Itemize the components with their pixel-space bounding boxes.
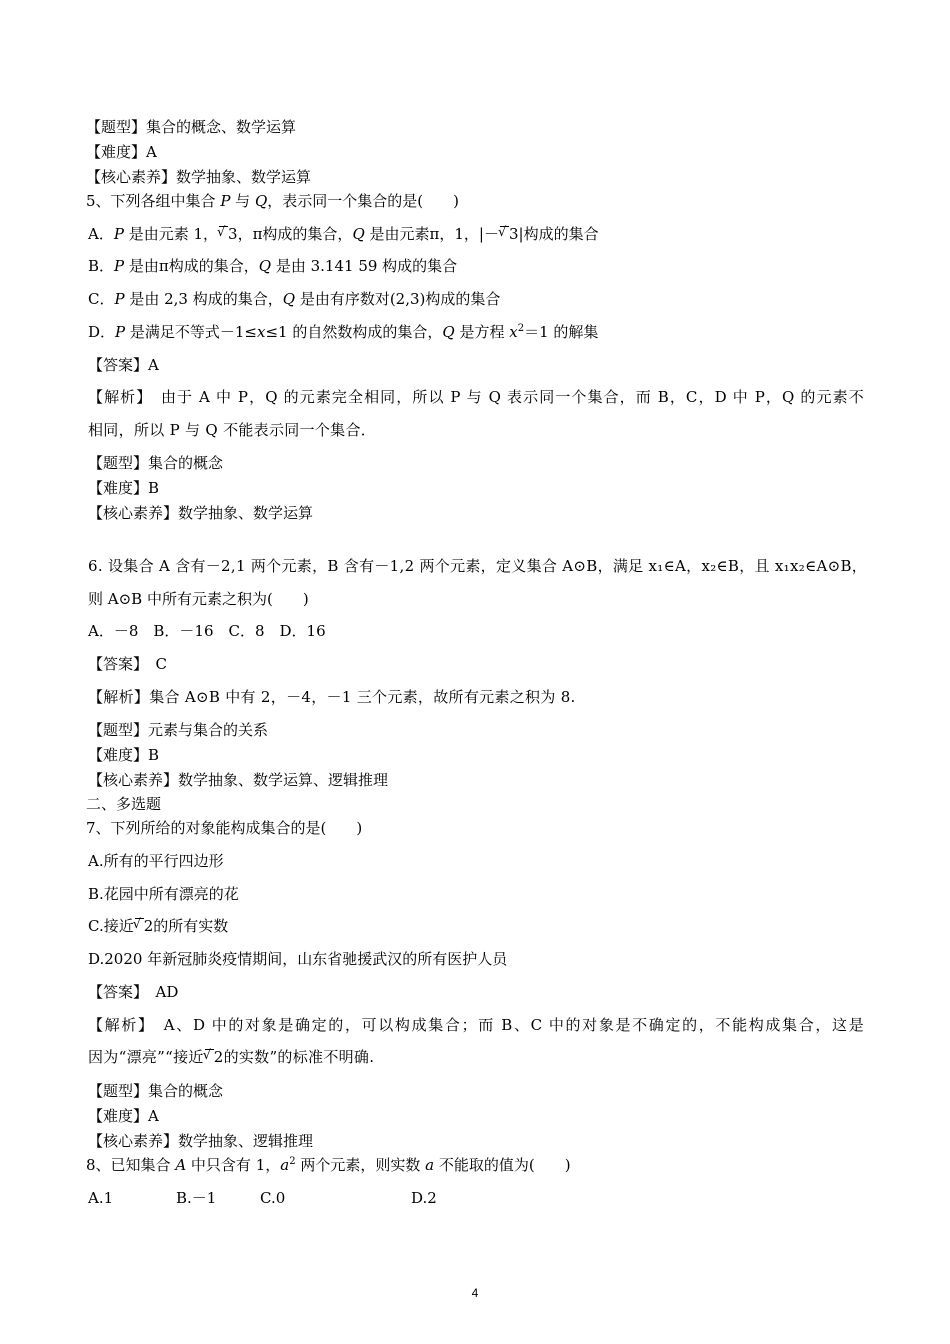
sqrt-symbol: 3 √	[500, 224, 519, 244]
sqrt-symbol: 3 √	[219, 224, 238, 244]
q7-stem: 7、下列所给的对象能构成集合的是( )	[86, 819, 363, 837]
q7-type: 【题型】集合的概念	[88, 1082, 224, 1100]
q6-difficulty: 【难度】B	[88, 746, 160, 764]
q7-analysis-line2: 因为“漂亮”“接近 2 √的实数”的标准不明确.	[88, 1047, 374, 1067]
q8-stem: 8、已知集合 A 中只含有 1，$a^2$ 两个元素，则实数 a 不能取的值为( )	[86, 1156, 571, 1174]
q6-answer: 【答案】 C	[88, 655, 167, 673]
q7-analysis-line1: 【解析】 A、D 中的对象是确定的，可以构成集合；而 B、C 中的对象是不确定的，不能构成集合，这是	[88, 1016, 864, 1034]
q5-answer: 【答案】A	[88, 356, 159, 374]
q4-type: 【题型】集合的概念、数学运算	[86, 118, 297, 136]
q4-literacy: 【核心素养】数学抽象、数学运算	[86, 168, 312, 186]
q5-difficulty: 【难度】B	[88, 479, 160, 497]
q6-analysis: 【解析】集合 A⊙B 中有 2，－4，－1 三个元素，故所有元素之积为 8.	[88, 688, 576, 706]
q6-stem-line2: 则 A⊙B 中所有元素之积为( )	[88, 590, 309, 608]
q7-answer: 【答案】 AD	[88, 983, 179, 1001]
page-number: 4	[471, 1286, 479, 1300]
q7-option-c: C.接近 2 √的所有实数	[88, 916, 228, 936]
q5-analysis-line2: 相同，所以 P 与 Q 不能表示同一个集合．	[88, 421, 377, 439]
q5-option-b: B．P 是由π构成的集合，Q 是由 3.141 59 构成的集合	[88, 257, 458, 275]
q7-option-d: D.2020 年新冠肺炎疫情期间，山东省驰援武汉的所有医护人员	[88, 950, 508, 968]
section-heading: 二、多选题	[86, 795, 162, 813]
q5-stem: 5、下列各组中集合 P 与 Q，表示同一个集合的是( )	[86, 192, 459, 210]
q6-type: 【题型】元素与集合的关系	[88, 721, 269, 739]
q7-option-a: A.所有的平行四边形	[88, 852, 224, 870]
q8-option-b: B.－1	[176, 1189, 217, 1207]
sqrt-symbol: 2 √	[205, 1047, 224, 1067]
q5-option-c: C．P 是由 2,3 构成的集合，Q 是由有序数对(2,3)构成的集合	[88, 290, 501, 308]
q7-literacy: 【核心素养】数学抽象、逻辑推理	[88, 1132, 314, 1150]
q7-option-b: B.花园中所有漂亮的花	[88, 885, 239, 903]
q5-type: 【题型】集合的概念	[88, 454, 224, 472]
q5-analysis-line1: 【解析】 由于 A 中 P，Q 的元素完全相同，所以 P 与 Q 表示同一个集合，而 B，C，D 中 P，Q 的元素不	[88, 388, 864, 406]
sqrt-symbol: 2 √	[135, 916, 154, 936]
q8-option-d: D.2	[411, 1189, 437, 1207]
q6-stem-line1: 6. 设集合 A 含有－2,1 两个元素，B 含有－1,2 两个元素，定义集合 A⊙B，满足 x₁∈A，x₂∈B，且 x₁x₂∈A⊙B，	[88, 557, 868, 575]
q5-option-d: D．P 是满足不等式－1≤x≤1 的自然数构成的集合，Q 是方程 $x^2=1$ 的解集	[88, 323, 599, 341]
q6-literacy: 【核心素养】数学抽象、数学运算、逻辑推理	[88, 771, 389, 789]
q4-difficulty: 【难度】A	[86, 143, 157, 161]
q7-difficulty: 【难度】A	[88, 1107, 159, 1125]
q5-option-a: A．P 是由元素 1， 3 √，π构成的集合，Q 是由元素π，1，|－ 3 √|构成的集合	[88, 224, 599, 244]
q8-option-a: A.1	[88, 1189, 114, 1207]
q6-options: A．－8 B．－16 C．8 D．16	[88, 622, 326, 640]
q8-option-c: C.0	[260, 1189, 286, 1207]
q5-literacy: 【核心素养】数学抽象、数学运算	[88, 504, 314, 522]
